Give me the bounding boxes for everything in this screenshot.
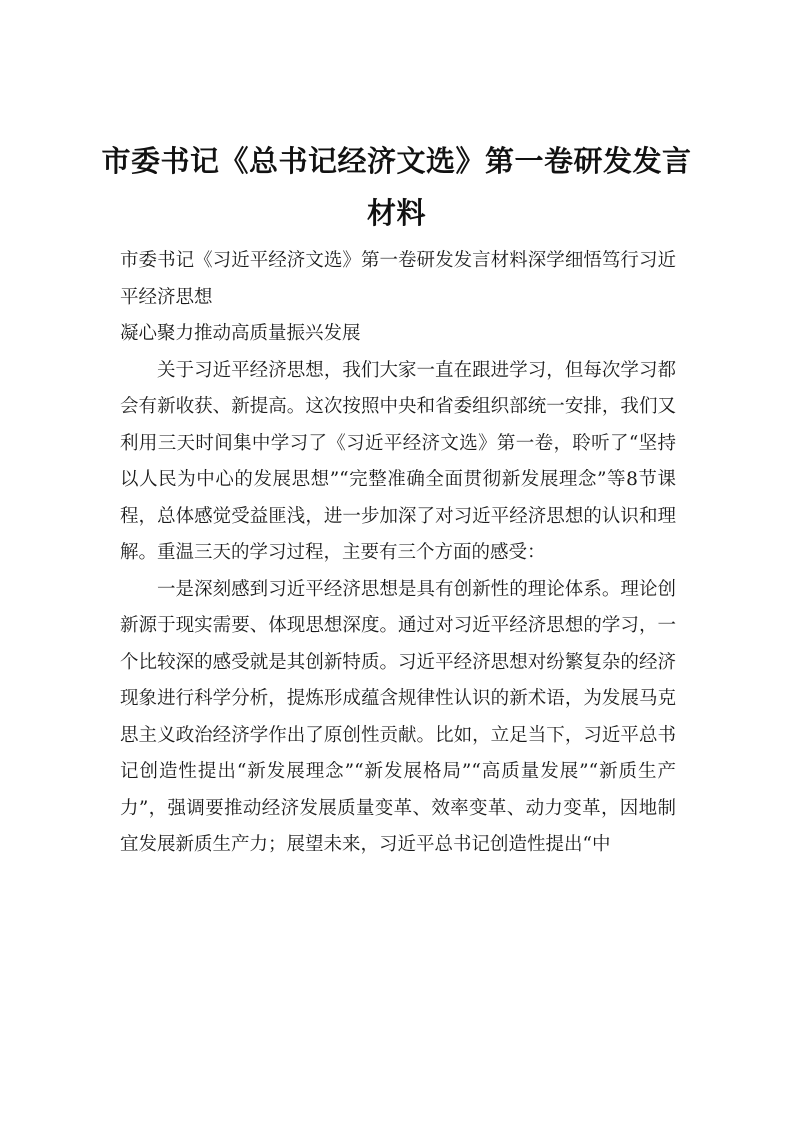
subtitle-line-1: 市委书记《习近平经济文选》第一卷研发发言材料深学细悟笃行习近平经济思想 <box>120 250 676 308</box>
subtitle-line-2: 凝心聚力推动高质量振兴发展 <box>120 323 361 344</box>
document-body <box>120 243 676 864</box>
document-title: 市委书记《总书记经济文选》第一卷研发发言材料 <box>101 144 692 231</box>
body-paragraph-1: 关于习近平经济思想，我们大家一直在跟进学习，但每次学习都会有新收获、新提高。这次按照中央和省委组织部统一安排，我们又利用三天时间集中学习了《习近平经济文选》第一卷，聆听了“坚持以人民为中心的发展思想”“完整准确全面贯彻新发展理念”等8节课程，总体感觉受益匪浅，进一步加深了对习近平经济思想的认识和理解。重温三天的学习过程，主要有三个方面的感受： <box>120 359 676 563</box>
body-paragraph-2: 一是深刻感到习近平经济思想是具有创新性的理论体系。理论创新源于现实需要、体现思想深度。通过对习近平经济思想的学习，一个比较深的感受就是其创新特质。习近平经济思想对纷繁复杂的经济现象进行科学分析，提炼形成蕴含规律性认识的新术语，为发展马克思主义政治经济学作出了原创性贡献。比如，立足当下，习近平总书记创造性提出“新发展理念”“新发展格局”“高质量发展”“新质生产力”，强调要推动经济发展质量变革、效率变革、动力变革，因地制宜发展新质生产力；展望未来，习近平总书记创造性提出“中 <box>120 578 676 855</box>
